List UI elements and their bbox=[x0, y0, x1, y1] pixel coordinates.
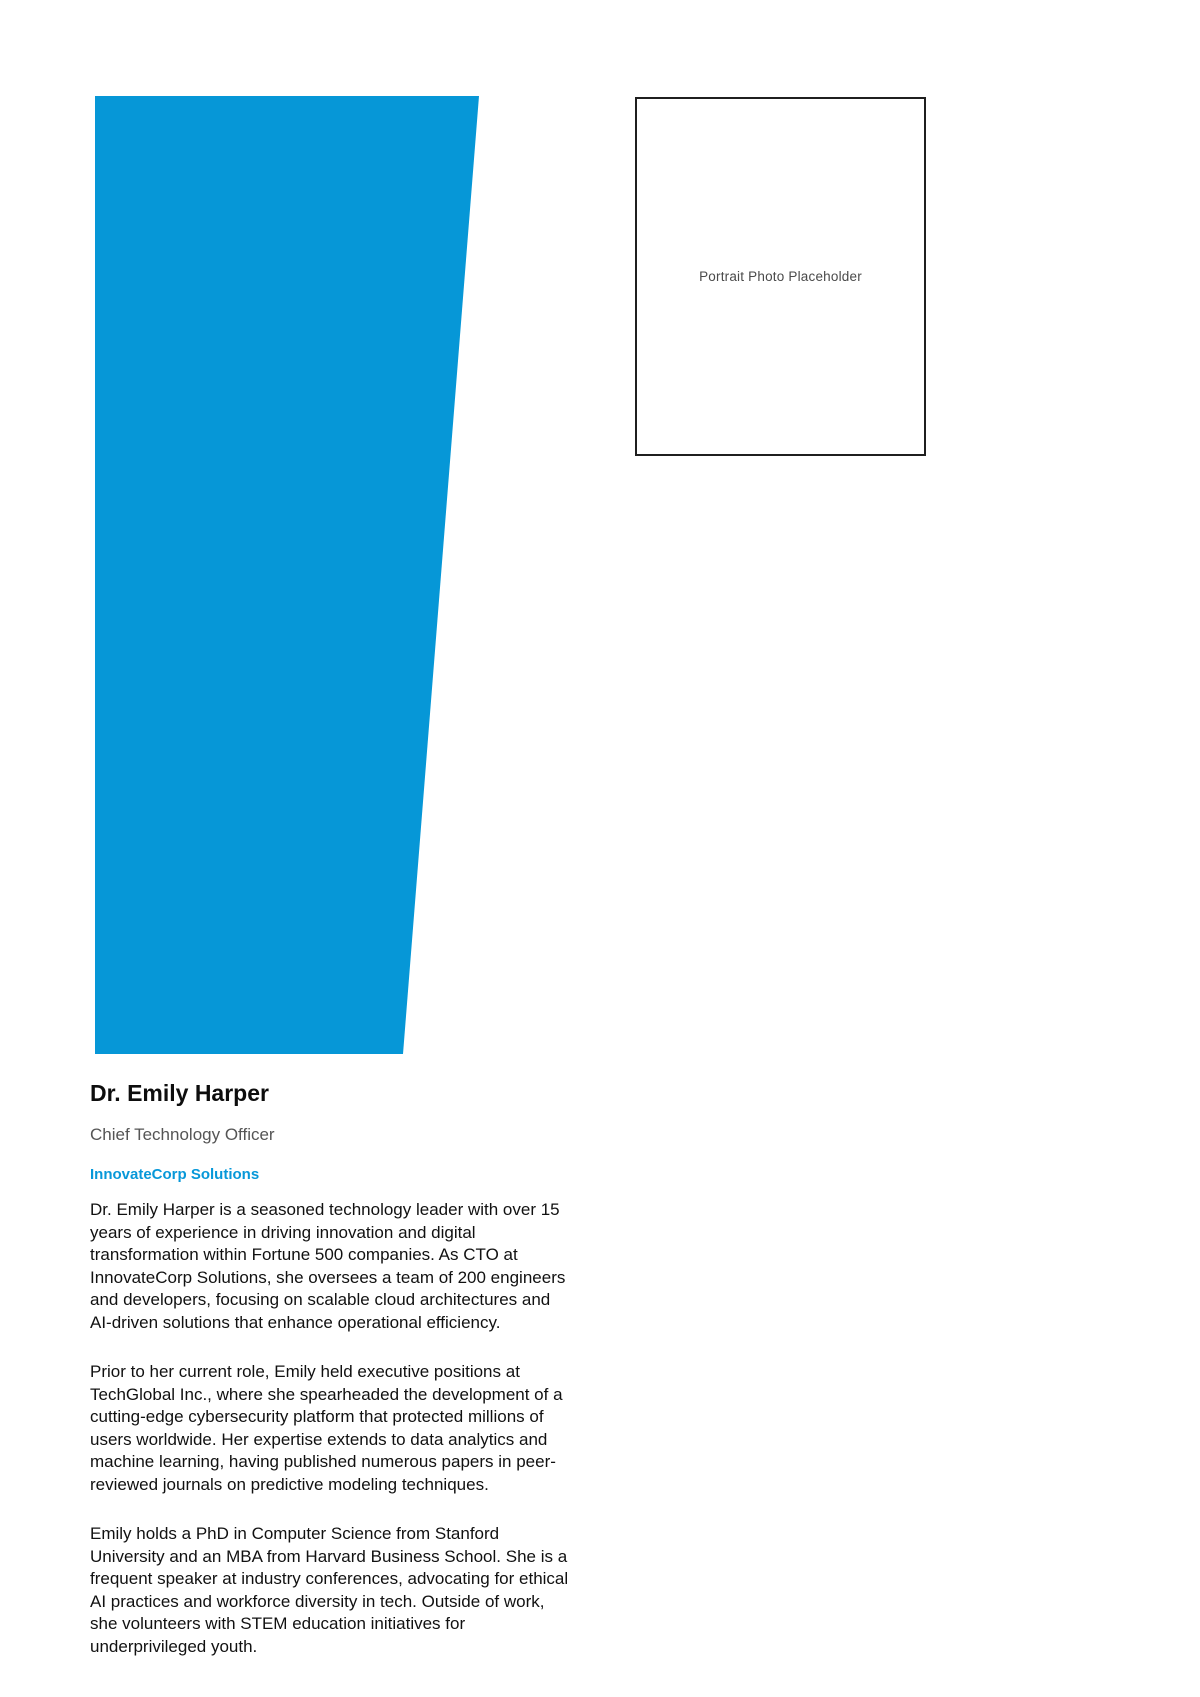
bio-paragraph-1: Dr. Emily Harper is a seasoned technology leader with over 15 years of experience in driving innovation and digital transformation within Fortune 500 companies. As CTO at InnovateCorp Solutions, she oversees a team of 200 engineers and developers, focusing on scalable cloud architectures and AI-driven solutions that enhance operational efficiency. bbox=[90, 1200, 566, 1332]
bio-paragraph-3: Emily holds a PhD in Computer Science from Stanford University and an MBA from Harvard Business School. She is a frequent speaker at industry conferences, advocating for ethical AI practices and workforce diversity in tech. Outside of work, she volunteers with STEM education initiatives for underprivileged youth. bbox=[90, 1524, 569, 1656]
blue-accent-polygon bbox=[95, 96, 479, 1054]
blue-accent-shape bbox=[0, 0, 500, 1060]
portrait-placeholder-label: Portrait Photo Placeholder bbox=[699, 269, 862, 284]
person-name-heading: Dr. Emily Harper bbox=[90, 1080, 269, 1106]
company-name: InnovateCorp Solutions bbox=[90, 1166, 260, 1183]
profile-content bbox=[90, 1078, 572, 1658]
job-title: Chief Technology Officer bbox=[90, 1125, 275, 1144]
portrait-photo-placeholder[interactable] bbox=[635, 97, 926, 456]
bio-paragraph-2: Prior to her current role, Emily held executive positions at TechGlobal Inc., where she spearheaded the development of a cutting-edge cybersecurity platform that protected millions of users worldwide. Her expertise extends to data analytics and machine learning, having published numerous papers in peer-reviewed journals on predictive modeling techniques. bbox=[90, 1362, 563, 1494]
